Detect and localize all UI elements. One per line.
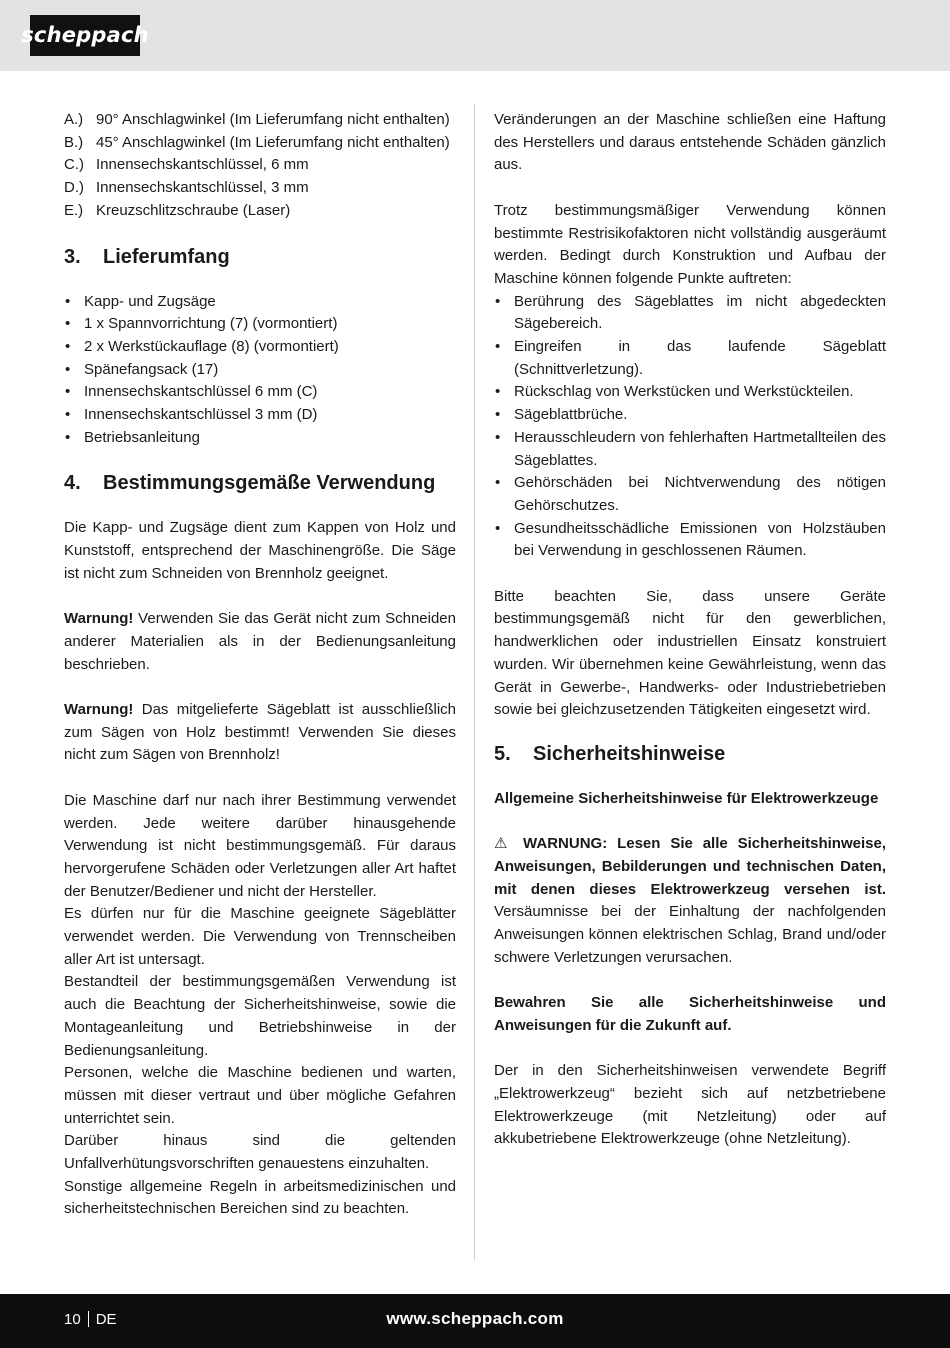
warning-paragraph bbox=[494, 833, 886, 969]
section-title: Lieferumfang bbox=[103, 245, 230, 268]
warning-label: Warnung! bbox=[64, 610, 134, 628]
accessory-label: A.) bbox=[64, 111, 84, 128]
warning-paragraph bbox=[64, 608, 456, 676]
website-url: www.scheppach.com bbox=[386, 1309, 564, 1328]
bullet-icon: • bbox=[65, 360, 71, 378]
subheading bbox=[494, 788, 886, 811]
section-3-heading bbox=[64, 243, 456, 271]
list-item-text: Gesundheitsschädliche Emissionen von Holzstäuben bei Verwendung in geschlossenen Räumen. bbox=[514, 519, 886, 560]
warning-text: Versäumnisse bei der Einhaltung der nachfolgenden Anweisungen können elektrischen Schlag, Brand und/oder schwere Verletzungen verursachen. bbox=[494, 903, 886, 966]
list-item bbox=[494, 381, 886, 404]
list-item bbox=[494, 427, 886, 472]
warning-text: Das mitgelieferte Sägeblatt ist ausschließlich zum Sägen von Holz bestimmt! Verwenden Sie dieses nicht zum Sägen von Brennholz! bbox=[64, 701, 456, 764]
section-4-heading bbox=[64, 469, 456, 497]
warning-text: Verwenden Sie das Gerät nicht zum Schneiden anderer Materialien als in der Bedienungsanleitung beschrieben. bbox=[64, 610, 456, 673]
section-number: 5. bbox=[494, 742, 511, 765]
paragraph: Bitte beachten Sie, dass unsere Geräte bestimmungsgemäß nicht für den gewerblichen, handwerklichen oder industriellen Einsatz konstruiert wurden. Wir übernehmen keine Gewährleistung, wenn das Gerät in Gewerbe-, Handwerks- oder Industriebetrieben sowie bei gleichzusetzenden Tätigkeiten eingesetzt wird. bbox=[494, 587, 886, 719]
accessory-item-a bbox=[64, 109, 456, 132]
section-title: Sicherheitshinweise bbox=[533, 742, 726, 765]
list-item-text: Betriebsanleitung bbox=[84, 428, 200, 446]
delivery-list bbox=[64, 291, 456, 450]
page-header bbox=[0, 0, 950, 71]
list-item bbox=[64, 359, 456, 382]
paragraph: Die Kapp- und Zugsäge dient zum Kappen von Holz und Kunststoff, entsprechend der Maschinengröße. Die Säge ist nicht zum Schneiden von Brennholz geeignet. bbox=[64, 519, 456, 582]
section-title: Bestimmungsgemäße Verwendung bbox=[103, 472, 436, 495]
accessory-text: Kreuzschlitzschraube (Laser) bbox=[96, 201, 291, 219]
list-item-text: Herausschleudern von fehlerhaften Hartmetallteilen des Sägeblattes. bbox=[514, 428, 886, 469]
bullet-icon: • bbox=[495, 383, 501, 401]
list-item-text: 1 x Spannvorrichtung (7) (vormontiert) bbox=[84, 315, 338, 333]
list-item bbox=[494, 291, 886, 336]
paragraph: Bestandteil der bestimmungsgemäßen Verwendung ist auch die Beachtung der Sicherheitshinweise, sowie die Montageanleitung und Betriebshinweise in der Bedienungsanleitung. bbox=[64, 973, 456, 1059]
bullet-icon: • bbox=[495, 428, 501, 446]
paragraph: Veränderungen an der Maschine schließen eine Haftung des Herstellers und daraus entstehende Schäden gänzlich aus. bbox=[494, 111, 886, 174]
bullet-icon: • bbox=[65, 337, 71, 355]
list-item-text: Sägeblattbrüche. bbox=[514, 406, 628, 424]
paragraph: Darüber hinaus sind die geltenden Unfallverhütungsvorschriften genauestens einzuhalten. bbox=[64, 1132, 456, 1173]
list-item bbox=[64, 381, 456, 404]
accessory-text: Innensechskantschlüssel, 6 mm bbox=[96, 156, 309, 174]
accessory-label: E.) bbox=[64, 201, 84, 219]
page-footer bbox=[0, 1294, 950, 1348]
accessory-text: Innensechskantschlüssel, 3 mm bbox=[96, 179, 309, 197]
accessory-label: B.) bbox=[64, 133, 84, 151]
list-item bbox=[64, 313, 456, 336]
right-column bbox=[494, 109, 886, 1151]
left-column bbox=[64, 109, 456, 1221]
list-item bbox=[64, 336, 456, 359]
column-divider bbox=[474, 104, 475, 1260]
paragraph: Trotz bestimmungsmäßiger Verwendung können bestimmte Restrisikofaktoren nicht vollständig ausgeräumt werden. Bedingt durch Konstruktion und Aufbau der Maschine können folgende Punkte auftreten: bbox=[494, 201, 886, 287]
list-item-text: Rückschlag von Werkstücken und Werkstückteilen. bbox=[514, 383, 854, 401]
list-item-text: Eingreifen in das laufende Sägeblatt (Schnittverletzung). bbox=[514, 338, 886, 378]
subheading-text: Allgemeine Sicherheitshinweise für Elektrowerkzeuge bbox=[494, 789, 879, 807]
list-item-text: Spänefangsack (17) bbox=[84, 360, 219, 378]
list-item-text: Innensechskantschlüssel 6 mm (C) bbox=[84, 383, 318, 401]
accessory-text: 45° Anschlagwinkel (Im Lieferumfang nicht enthalten) bbox=[96, 133, 450, 151]
bullet-icon: • bbox=[495, 474, 501, 492]
list-item-text: Berührung des Sägeblattes im nicht abgedeckten Sägebereich. bbox=[514, 292, 886, 333]
list-item-text: Kapp- und Zugsäge bbox=[84, 292, 216, 310]
bullet-icon: • bbox=[65, 428, 71, 446]
section-5-heading bbox=[494, 740, 886, 768]
list-item bbox=[494, 404, 886, 427]
accessory-text: 90° Anschlagwinkel (Im Lieferumfang nicht enthalten) bbox=[96, 111, 450, 128]
bullet-icon: • bbox=[495, 406, 501, 424]
section-number: 3. bbox=[64, 245, 81, 268]
keep-instructions-text: Bewahren Sie alle Sicherheitshinweise und Anweisungen für die Zukunft auf. bbox=[494, 994, 886, 1034]
bullet-icon: • bbox=[65, 383, 71, 401]
accessory-item-c bbox=[64, 154, 456, 177]
section-number: 4. bbox=[64, 472, 81, 495]
page-number: 10 bbox=[64, 1311, 81, 1328]
warning-bold-text: WARNUNG: Lesen Sie alle Sicherheitshinweise, Anweisungen, Bebilderungen und technischen Daten, mit denen dieses Elektrowerkzeug versehen ist. bbox=[494, 835, 886, 898]
bullet-icon: • bbox=[65, 292, 71, 310]
risk-list bbox=[494, 291, 886, 563]
accessory-label: C.) bbox=[64, 156, 84, 174]
list-item bbox=[64, 427, 456, 450]
language-code: DE bbox=[95, 1311, 117, 1328]
bullet-icon: • bbox=[495, 519, 501, 537]
accessory-item-e bbox=[64, 200, 456, 223]
list-item-text: Gehörschäden bei Nichtverwendung des nötigen Gehörschutzes. bbox=[514, 474, 886, 514]
list-item bbox=[64, 291, 456, 314]
list-item bbox=[494, 336, 886, 381]
list-item-text: 2 x Werkstückauflage (8) (vormontiert) bbox=[84, 337, 339, 355]
warning-icon: ⚠ bbox=[494, 835, 514, 853]
keep-instructions bbox=[494, 992, 886, 1037]
paragraph: Die Maschine darf nur nach ihrer Bestimmung verwendet werden. Jede weitere darüber hinausgehende Verwendung ist nicht bestimmungsgemäß. Für daraus hervorgerufene Schäden oder Verletzungen aller Art haftet der Benutzer/Bediener und nicht der Hersteller. bbox=[64, 791, 456, 900]
warning-paragraph bbox=[64, 699, 456, 767]
list-item bbox=[494, 472, 886, 517]
warning-label: Warnung! bbox=[64, 701, 134, 719]
bullet-icon: • bbox=[65, 315, 71, 333]
bullet-icon: • bbox=[65, 406, 71, 424]
paragraph: Es dürfen nur für die Maschine geeignete Sägeblätter verwendet werden. Die Verwendung von Trennscheiben aller Art ist untersagt. bbox=[64, 905, 456, 968]
accessory-item-b bbox=[64, 132, 456, 155]
accessory-item-d bbox=[64, 177, 456, 200]
bullet-icon: • bbox=[495, 338, 501, 356]
paragraph: Personen, welche die Maschine bedienen und warten, müssen mit dieser vertraut und über mögliche Gefahren unterrichtet sein. bbox=[64, 1064, 456, 1127]
paragraph: Der in den Sicherheitshinweisen verwendete Begriff „Elektrowerkzeug“ bezieht sich auf netzbetriebene Elektrowerkzeuge (mit Netzleitung) oder auf akkubetriebene Elektrowerkzeuge (ohne Netzleitung). bbox=[494, 1062, 886, 1148]
bullet-icon: • bbox=[495, 292, 501, 310]
list-item bbox=[64, 404, 456, 427]
list-item bbox=[494, 518, 886, 563]
accessory-label: D.) bbox=[64, 179, 84, 197]
accessory-list bbox=[64, 109, 456, 223]
brand-logo: scheppach bbox=[30, 15, 140, 56]
paragraph: Sonstige allgemeine Regeln in arbeitsmedizinischen und sicherheitstechnischen Bereichen sind zu beachten. bbox=[64, 1177, 456, 1218]
list-item-text: Innensechskantschlüssel 3 mm (D) bbox=[84, 406, 318, 424]
